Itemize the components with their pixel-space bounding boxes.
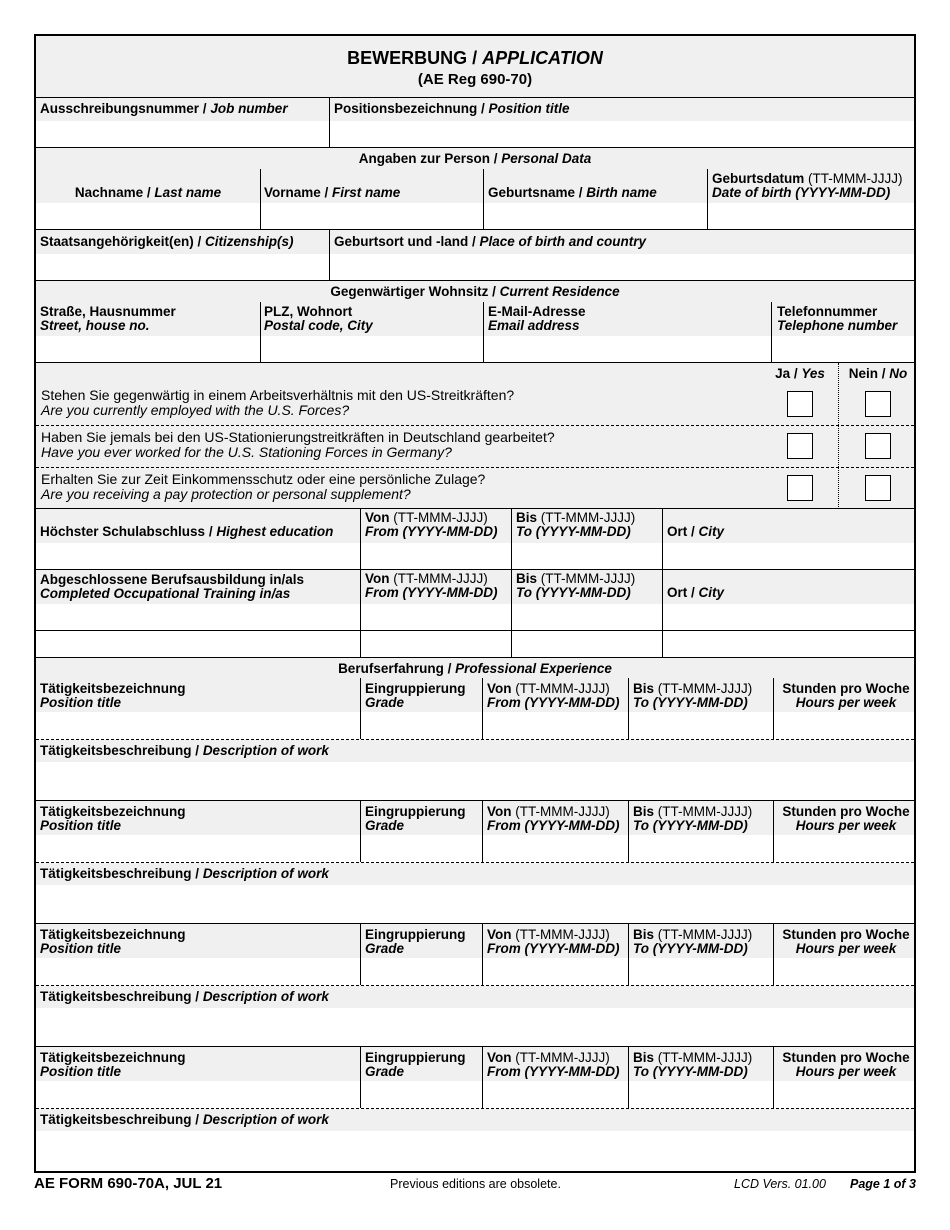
exp-1-hours-field[interactable]: [774, 712, 914, 738]
exp-2-from-label: Von (TT-MMM-JJJJ) From (YYYY-MM-DD): [487, 804, 620, 833]
education-city-field[interactable]: [663, 543, 914, 569]
highest-education-label: Höchster Schulabschluss / Highest education: [40, 524, 334, 539]
exp-1-grade-label: Eingruppierung Grade: [365, 681, 466, 710]
exp-3-hours-field[interactable]: [774, 958, 914, 984]
postal-city-label: PLZ, Wohnort Postal code, City: [264, 304, 373, 333]
postal-city-field[interactable]: [261, 336, 483, 362]
position-title-label: Positionsbezeichnung / Position title: [334, 101, 570, 116]
highest-education-field[interactable]: [36, 543, 360, 569]
question-1-no-checkbox[interactable]: [865, 391, 891, 417]
personal-data-heading: Angaben zur Person / Personal Data: [358, 151, 592, 166]
exp-4-description-field[interactable]: [36, 1131, 914, 1169]
exp-3-grade-field[interactable]: [361, 958, 482, 984]
first-name-label: Vorname / First name: [264, 185, 401, 200]
job-number-label: Ausschreibungsnummer / Job number: [40, 101, 288, 116]
exp-1-position-field[interactable]: [36, 712, 360, 738]
position-title-field[interactable]: [330, 121, 914, 147]
education-to-label: Bis (TT-MMM-JJJJ) To (YYYY-MM-DD): [516, 510, 636, 539]
birthplace-field[interactable]: [330, 254, 914, 280]
form-title: BEWERBUNG / APPLICATION: [347, 48, 603, 68]
telephone-field[interactable]: [772, 336, 914, 362]
training-to-field-1[interactable]: [512, 604, 662, 630]
form-title-block: [36, 36, 914, 97]
exp-4-to-label: Bis (TT-MMM-JJJJ) To (YYYY-MM-DD): [633, 1050, 753, 1079]
exp-4-hours-label: Stunden pro Woche Hours per week: [782, 1050, 910, 1079]
question-2-text: Haben Sie jemals bei den US-Stationierungstreitkräften in Deutschland gearbeitet? Have you ever worked for the U.S. Stationing Forces in Germany?: [41, 429, 555, 460]
education-to-field[interactable]: [512, 543, 662, 569]
date-of-birth-label: Geburtsdatum (TT-MMM-JJJJ) Date of birth (YYYY-MM-DD): [712, 171, 903, 200]
training-city-field-2[interactable]: [663, 631, 914, 657]
question-2-yes-checkbox[interactable]: [787, 433, 813, 459]
training-city-label: Ort / City: [667, 585, 725, 600]
exp-3-position-field[interactable]: [36, 958, 360, 984]
training-field-1[interactable]: [36, 604, 360, 630]
exp-4-grade-field[interactable]: [361, 1081, 482, 1107]
email-field[interactable]: [484, 336, 771, 362]
form-number: AE FORM 690-70A, JUL 21: [34, 1175, 223, 1192]
question-3-yes-checkbox[interactable]: [787, 475, 813, 501]
exp-3-grade-label: Eingruppierung Grade: [365, 927, 466, 956]
education-city-label: Ort / City: [667, 524, 725, 539]
exp-2-position-field[interactable]: [36, 835, 360, 861]
exp-1-to-field[interactable]: [629, 712, 773, 738]
exp-1-from-label: Von (TT-MMM-JJJJ) From (YYYY-MM-DD): [487, 681, 620, 710]
street-field[interactable]: [36, 336, 260, 362]
exp-1-grade-field[interactable]: [361, 712, 482, 738]
first-name-field[interactable]: [261, 203, 483, 229]
education-from-label: Von (TT-MMM-JJJJ) From (YYYY-MM-DD): [365, 510, 498, 539]
education-from-field[interactable]: [361, 543, 511, 569]
version-label: LCD Vers. 01.00: [734, 1177, 826, 1191]
citizenship-field[interactable]: [36, 254, 329, 280]
training-label: Abgeschlossene Berufsausbildung in/als Completed Occupational Training in/as: [40, 572, 305, 601]
exp-4-from-field[interactable]: [483, 1081, 628, 1107]
exp-2-grade-field[interactable]: [361, 835, 482, 861]
exp-2-to-label: Bis (TT-MMM-JJJJ) To (YYYY-MM-DD): [633, 804, 753, 833]
exp-2-hours-field[interactable]: [774, 835, 914, 861]
form-regulation: (AE Reg 690-70): [417, 71, 533, 88]
question-1-yes-checkbox[interactable]: [787, 391, 813, 417]
exp-3-hours-label: Stunden pro Woche Hours per week: [782, 927, 910, 956]
question-3-no-checkbox[interactable]: [865, 475, 891, 501]
exp-1-position-label: Tätigkeitsbezeichnung Position title: [40, 681, 186, 710]
training-city-field-1[interactable]: [663, 604, 914, 630]
yes-column-label: Ja / Yes: [775, 366, 825, 381]
exp-3-to-field[interactable]: [629, 958, 773, 984]
exp-1-hours-label: Stunden pro Woche Hours per week: [782, 681, 910, 710]
exp-1-description-field[interactable]: [36, 762, 914, 800]
date-of-birth-field[interactable]: [708, 203, 914, 229]
exp-2-to-field[interactable]: [629, 835, 773, 861]
birthplace-label: Geburtsort und -land / Place of birth and country: [334, 234, 647, 249]
citizenship-label: Staatsangehörigkeit(en) / Citizenship(s): [40, 234, 294, 249]
exp-3-description-field[interactable]: [36, 1008, 914, 1046]
question-1-text: Stehen Sie gegenwärtig in einem Arbeitsverhältnis mit den US-Streitkräften? Are you currently employed with the U.S. Forces?: [41, 387, 515, 418]
obsolete-notice: Previous editions are obsolete.: [390, 1177, 561, 1191]
question-2-no-checkbox[interactable]: [865, 433, 891, 459]
exp-3-from-label: Von (TT-MMM-JJJJ) From (YYYY-MM-DD): [487, 927, 620, 956]
birth-name-label: Geburtsname / Birth name: [488, 185, 657, 200]
question-3-text: Erhalten Sie zur Zeit Einkommensschutz oder eine persönliche Zulage? Are you receiving a pay protection or personal supplement?: [41, 471, 486, 502]
exp-4-position-field[interactable]: [36, 1081, 360, 1107]
telephone-label: Telefonnummer Telephone number: [777, 304, 898, 333]
street-label: Straße, Hausnummer Street, house no.: [40, 304, 176, 333]
training-from-field-2[interactable]: [361, 631, 511, 657]
training-to-label: Bis (TT-MMM-JJJJ) To (YYYY-MM-DD): [516, 571, 636, 600]
job-number-field[interactable]: [36, 121, 329, 147]
exp-1-description-label: Tätigkeitsbeschreibung / Description of work: [40, 743, 329, 758]
exp-4-to-field[interactable]: [629, 1081, 773, 1107]
exp-2-from-field[interactable]: [483, 835, 628, 861]
exp-4-description-label: Tätigkeitsbeschreibung / Description of work: [40, 1112, 329, 1127]
exp-2-description-field[interactable]: [36, 885, 914, 923]
birth-name-field[interactable]: [484, 203, 707, 229]
training-field-2[interactable]: [36, 631, 360, 657]
exp-2-grade-label: Eingruppierung Grade: [365, 804, 466, 833]
form-page: [34, 34, 916, 1173]
exp-4-hours-field[interactable]: [774, 1081, 914, 1107]
exp-2-position-label: Tätigkeitsbezeichnung Position title: [40, 804, 186, 833]
exp-3-description-label: Tätigkeitsbeschreibung / Description of work: [40, 989, 329, 1004]
exp-1-to-label: Bis (TT-MMM-JJJJ) To (YYYY-MM-DD): [633, 681, 753, 710]
training-from-label: Von (TT-MMM-JJJJ) From (YYYY-MM-DD): [365, 571, 498, 600]
last-name-label: Nachname / Last name: [74, 185, 222, 200]
exp-3-position-label: Tätigkeitsbezeichnung Position title: [40, 927, 186, 956]
experience-heading: Berufserfahrung / Professional Experience: [338, 661, 612, 676]
exp-2-description-label: Tätigkeitsbeschreibung / Description of work: [40, 866, 329, 881]
exp-4-position-label: Tätigkeitsbezeichnung Position title: [40, 1050, 186, 1079]
exp-2-hours-label: Stunden pro Woche Hours per week: [782, 804, 910, 833]
exp-4-from-label: Von (TT-MMM-JJJJ) From (YYYY-MM-DD): [487, 1050, 620, 1079]
no-column-label: Nein / No: [848, 366, 908, 381]
residence-heading: Gegenwärtiger Wohnsitz / Current Residence: [330, 284, 620, 299]
page-number: Page 1 of 3: [850, 1177, 916, 1191]
exp-1-from-field[interactable]: [483, 712, 628, 738]
email-label: E-Mail-Adresse Email address: [488, 304, 586, 333]
training-to-field-2[interactable]: [512, 631, 662, 657]
exp-4-grade-label: Eingruppierung Grade: [365, 1050, 466, 1079]
last-name-field[interactable]: [36, 203, 260, 229]
exp-3-from-field[interactable]: [483, 958, 628, 984]
training-from-field-1[interactable]: [361, 604, 511, 630]
exp-3-to-label: Bis (TT-MMM-JJJJ) To (YYYY-MM-DD): [633, 927, 753, 956]
